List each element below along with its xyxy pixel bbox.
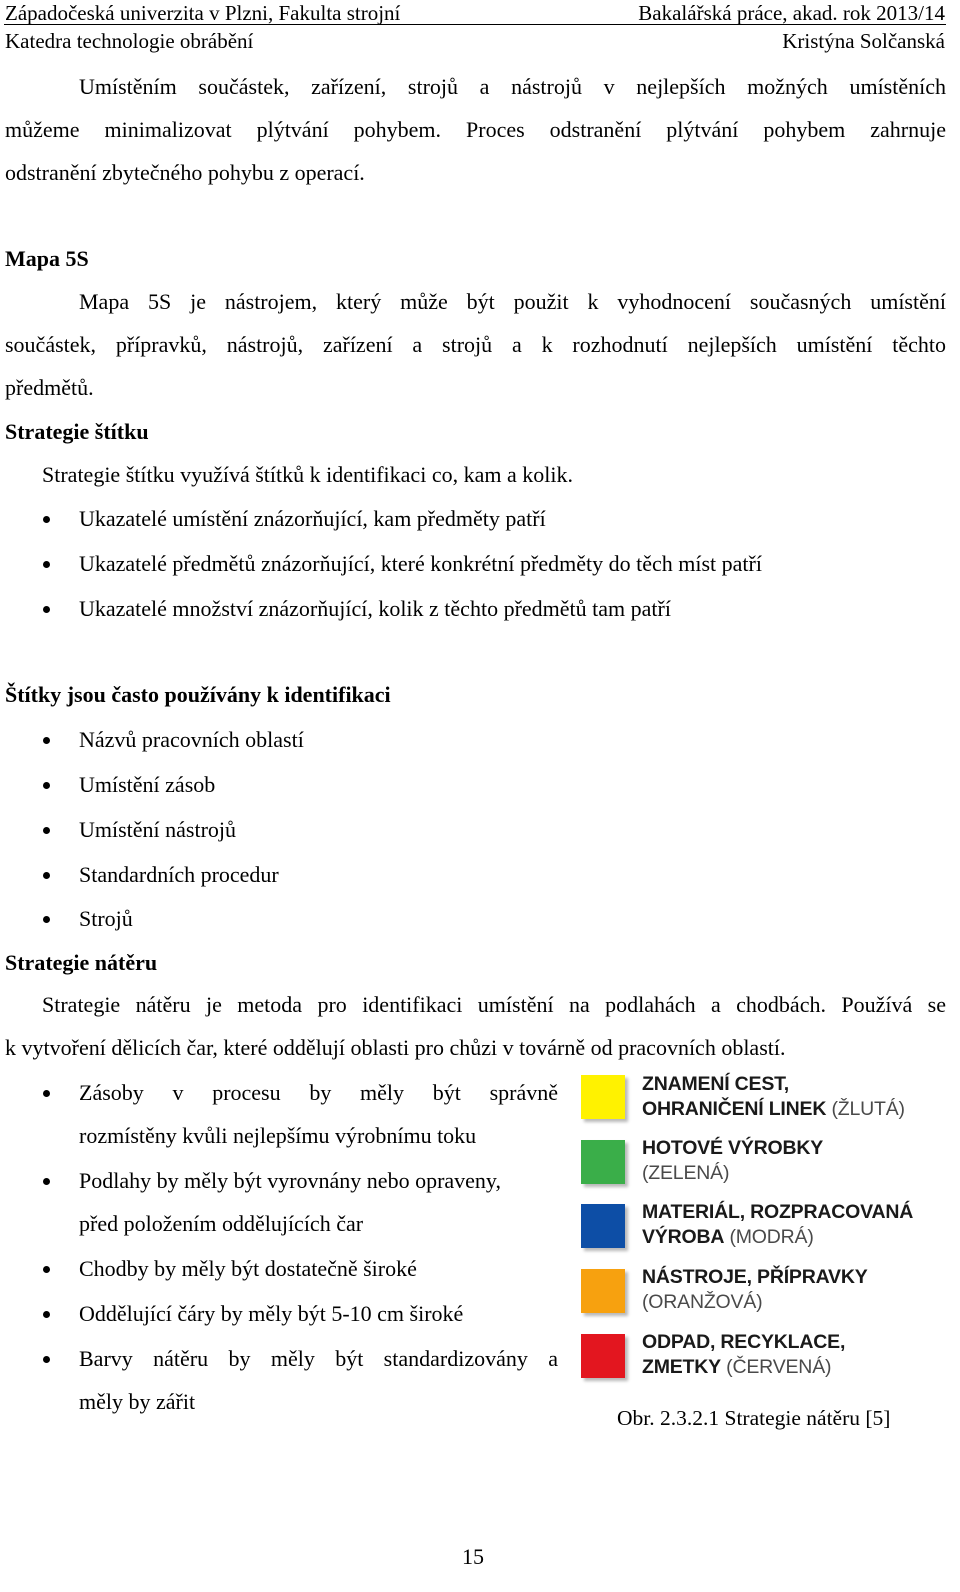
legend-red-color-name: (ČERVENÁ) [720,1356,832,1378]
nateru-line-2: k vytvoření dělicích čar, které oddělují oblasti pro chůzi v továrně od pracovních oblastí. [5,1035,786,1060]
bullet [43,1356,50,1363]
nateru-bullet-4-line-1: Oddělující čáry by měly být 5-10 cm široké [79,1301,464,1326]
legend-item-red [642,1330,845,1380]
bullet [43,916,50,923]
green-swatch [581,1140,625,1184]
stitky-bullet-1: Názvů pracovních oblastí [79,727,304,752]
legend-item-green [642,1136,823,1186]
legend-orange-line-1: NÁSTROJE, PŘÍPRAVKY [642,1266,868,1288]
mapa5s-line-2: součástek, přípravků, nástrojů, zařízení a strojů a k rozhodnutí nejlepších umístění těchto [5,332,946,357]
bullet [43,516,50,523]
nateru-bullet-5-line-1: Barvy nátěru by měly být standardizovány a [79,1346,558,1371]
nateru-bullet-2-line-2: před položením oddělujících čar [79,1211,364,1236]
stitky-bullet-5: Strojů [79,906,133,931]
bullet [43,782,50,789]
bullet [43,737,50,744]
figure-caption: Obr. 2.3.2.1 Strategie nátěru [5] [617,1406,891,1430]
yellow-swatch [581,1075,625,1119]
bullet [43,1178,50,1185]
nateru-bullet-3-line-1: Chodby by měly být dostatečně široké [79,1256,417,1281]
legend-orange-color-name: (ORANŽOVÁ) [642,1291,763,1313]
header-right-top: Bakalářská práce, akad. rok 2013/14 [638,1,945,25]
stitku-bullet-1: Ukazatelé umístění znázorňující, kam předměty patří [79,506,546,531]
header-left-top: Západočeská univerzita v Plzni, Fakulta strojní [5,1,401,25]
legend-blue-color-name: (MODRÁ) [724,1226,814,1248]
bullet [43,872,50,879]
bullet [43,1090,50,1097]
nateru-bullet-5-line-2: měly by zářit [79,1389,196,1414]
legend-item-blue [642,1200,913,1250]
header-rule [4,24,946,25]
legend-red-line-2: ZMETKY [642,1356,721,1378]
stitku-bullet-3: Ukazatelé množství znázorňující, kolik z těchto předmětů tam patří [79,596,671,621]
legend-item-yellow [642,1072,905,1122]
nateru-bullet-1-line-1: Zásoby v procesu by měly být správně [79,1080,558,1105]
legend-yellow-color-name: (ŽLUTÁ) [826,1098,905,1120]
intro-line-2: můžeme minimalizovat plýtvání pohybem. Proces odstranění plýtvání pohybem zahrnuje [5,117,946,142]
intro-line-1: Umístěním součástek, zařízení, strojů a nástrojů v nejlepších možných umístěních [79,74,946,99]
nateru-bullet-1-line-2: rozmístěny kvůli nejlepšímu výrobnímu toku [79,1123,477,1148]
heading-stitky: Štítky jsou často používány k identifikaci [5,682,391,707]
stitky-bullet-2: Umístění zásob [79,772,216,797]
stitky-bullet-3: Umístění nástrojů [79,817,237,842]
heading-mapa-5s: Mapa 5S [5,246,89,271]
strategie-stitku-text: Strategie štítku využívá štítků k identifikaci co, kam a kolik. [42,462,573,487]
bullet [43,561,50,568]
legend-blue-line-1: MATERIÁL, ROZPRACOVANÁ [642,1201,914,1223]
mapa5s-line-1: Mapa 5S je nástrojem, který může být použit k vyhodnocení současných umístění [79,289,946,314]
legend-yellow-line-2: OHRANIČENÍ LINEK [642,1098,827,1120]
page-number: 15 [462,1544,484,1569]
legend-green-color-name: (ZELENÁ) [642,1162,730,1184]
legend-yellow-line-1: ZNAMENÍ CEST, [642,1073,789,1095]
stitky-bullet-4: Standardních procedur [79,862,279,887]
bullet [43,1266,50,1273]
red-swatch [581,1334,625,1378]
nateru-bullet-2-line-1: Podlahy by měly být vyrovnány nebo opraveny, [79,1168,501,1193]
bullet [43,827,50,834]
bullet [43,1311,50,1318]
header-right-bottom: Kristýna Solčanská [782,29,945,53]
legend-item-orange [642,1265,868,1315]
heading-strategie-stitku: Strategie štítku [5,419,149,444]
heading-strategie-nateru: Strategie nátěru [5,950,158,975]
orange-swatch [581,1269,625,1313]
bullet [43,606,50,613]
legend-red-line-1: ODPAD, RECYKLACE, [642,1331,846,1353]
header-left-bottom: Katedra technologie obrábění [5,29,254,53]
stitku-bullet-2: Ukazatelé předmětů znázorňující, které konkrétní předměty do těch míst patří [79,551,762,576]
legend-blue-line-2: VÝROBA [642,1226,725,1248]
mapa5s-line-3: předmětů. [5,375,94,400]
nateru-line-1: Strategie nátěru je metoda pro identifikaci umístění na podlahách a chodbách. Používá se [42,992,946,1017]
intro-line-3: odstranění zbytečného pohybu z operací. [5,160,365,185]
blue-swatch [581,1204,625,1248]
legend-green-line-1: HOTOVÉ VÝROBKY [642,1137,824,1159]
